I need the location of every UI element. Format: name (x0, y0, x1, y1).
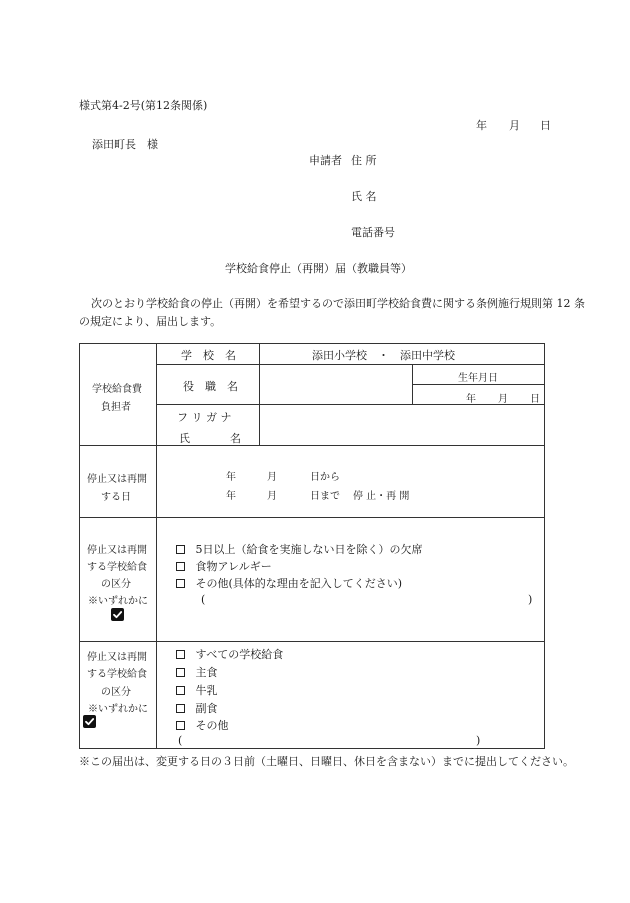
period-to-month: 月 (267, 491, 277, 502)
category-label-4: ※いずれかに (88, 704, 148, 715)
category-option-label: 副食 (195, 702, 218, 715)
period-to-year: 年 (226, 491, 236, 502)
school-label: 学 校 名 (181, 349, 236, 362)
category-option-label: すべての学校給食 (195, 648, 284, 661)
reason-label-3: の区分 (101, 579, 131, 590)
period-from-day: 日から (310, 472, 340, 483)
period-stop-resume: 停 止・再 開 (353, 491, 410, 502)
divider-line (79, 641, 545, 642)
category-option[interactable] (176, 717, 229, 733)
divider-line (156, 364, 545, 365)
document-title: 学校給食停止（再開）届（教職員等） (225, 262, 412, 275)
reason-option-label: 食物アレルギー (195, 560, 272, 573)
category-option[interactable] (176, 682, 218, 698)
checkbox-icon[interactable] (176, 686, 185, 695)
reason-label-4: ※いずれかに (88, 596, 148, 607)
form-number: 様式第4-2号(第12条関係) (79, 99, 208, 112)
footnote: ※この届出は、変更する日の３日前（土曜日、日曜日、休日を含まない）までに提出してください。 (79, 755, 574, 768)
school-value: 添田小学校 ・ 添田中学校 (312, 349, 455, 362)
divider-line (259, 343, 260, 445)
checkbox-icon[interactable] (176, 721, 185, 730)
reason-option[interactable] (176, 558, 272, 574)
date-month-label: 月 (509, 119, 520, 132)
period-label-1: 停止又は再開 (87, 474, 147, 485)
checkbox-icon[interactable] (176, 704, 185, 713)
category-label-1: 停止又は再開 (87, 652, 147, 663)
divider-line (412, 384, 545, 385)
reason-paren-open: ( (201, 593, 206, 606)
reason-option[interactable] (176, 541, 423, 557)
name-label-2: 名 (230, 432, 241, 445)
date-year-label: 年 (476, 119, 487, 132)
category-option-label: 主食 (195, 666, 218, 679)
reason-option[interactable] (176, 575, 402, 591)
reason-label-1: 停止又は再開 (87, 545, 147, 556)
birth-date-label: 生年月日 (458, 373, 498, 384)
furigana-label: フ リ ガ ナ (177, 411, 232, 424)
period-from-month: 月 (267, 472, 277, 483)
birth-year-label: 年 (466, 394, 476, 405)
applicant-role-label: 申請者 (309, 154, 342, 167)
checkbox-icon[interactable] (176, 668, 185, 677)
check-mark-icon (111, 608, 124, 621)
birth-day-label: 日 (530, 394, 540, 405)
category-option[interactable] (176, 700, 218, 716)
checkbox-icon[interactable] (176, 650, 185, 659)
check-mark-icon (83, 715, 96, 728)
category-label-2: する学校給食 (87, 669, 147, 680)
category-label-3: の区分 (101, 687, 131, 698)
reason-option-label: 5日以上（給食を実施しない日を除く）の欠席 (195, 543, 423, 556)
burden-group-label-1: 学校給食費 (92, 384, 142, 395)
applicant-name-label: 氏 名 (351, 190, 377, 203)
reason-label-2: する学校給食 (87, 562, 147, 573)
intro-line-1: 次のとおり学校給食の停止（再開）を希望するので添田町学校給食費に関する条例施行規則第 12 条 (91, 297, 585, 310)
divider-line (79, 517, 545, 518)
checkbox-icon[interactable] (176, 545, 185, 554)
divider-line (79, 445, 545, 446)
name-label-1: 氏 (179, 432, 190, 445)
date-day-label: 日 (540, 119, 551, 132)
period-label-2: する日 (101, 492, 131, 503)
category-paren-close: ) (476, 734, 481, 747)
period-to-day: 日まで (310, 491, 340, 502)
period-from-year: 年 (226, 472, 236, 483)
intro-line-2: の規定により、届出します。 (79, 315, 222, 328)
checkbox-icon[interactable] (176, 579, 185, 588)
category-option[interactable] (176, 646, 283, 662)
category-option-label: 牛乳 (195, 684, 218, 697)
reason-paren-close: ) (528, 593, 533, 606)
burden-group-label-2: 負担者 (101, 402, 131, 413)
checkbox-icon[interactable] (176, 562, 185, 571)
category-paren-open: ( (178, 734, 183, 747)
addressee: 添田町長 様 (92, 138, 158, 151)
category-option-label: その他 (195, 719, 229, 732)
reason-option-label: その他(具体的な理由を記入してください) (195, 577, 403, 590)
divider-line (156, 404, 545, 405)
applicant-address-label: 住 所 (351, 154, 377, 167)
position-label: 役 職 名 (183, 380, 238, 393)
birth-month-label: 月 (498, 394, 508, 405)
category-option[interactable] (176, 664, 218, 680)
applicant-phone-label: 電話番号 (351, 226, 395, 239)
